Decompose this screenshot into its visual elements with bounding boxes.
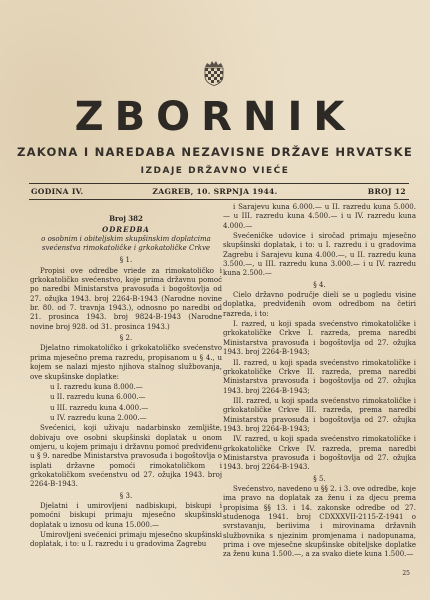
- page-number: 25: [402, 570, 410, 577]
- paragraph: i Sarajevu kuna 6.000.— u II. razredu kuna 5.000.— u III. razredu kuna 4.500.— i u IV. razredu kuna 4.000.—: [223, 203, 416, 230]
- paragraph: Djelatno rimokatoličko i grkokatoličko svećenstvo prima mjesečno prema razredu, propisanom u § 4., u kojem se nalazi mjesto njihova stalnog službovanja, ove skupšinske doplatke:: [30, 344, 222, 381]
- decree-heading-subject: o osobnim i obiteljskim skupšinskim doplatcima svećenstva rimokatoličke i grkokatoličke Crkve: [41, 234, 211, 253]
- section-heading: § 2.: [119, 334, 133, 343]
- paragraph: I. razred, u koji spada svećenstvo rimokatoličke i grkokatoličke Crkve I. razreda, prema naredbi Ministarstva pravosuđa i bogoštovlja od 27. ožujka 1943. broj 2264-B-1943;: [223, 320, 416, 357]
- decree-heading-title: ODREDBA: [102, 225, 150, 235]
- decree-heading: [30, 225, 222, 253]
- date-label: ZAGREB, 10. SRPNJA 1944.: [152, 187, 278, 196]
- paragraph: Umirovljeni svećenici primaju mjesečno skupšinski doplatak, i to: u I. razredu i u gradovima Zagrebu: [30, 531, 222, 549]
- paragraph: Svećeničke udovice i siročad primaju mjesečno skupšinski doplatak, i to: u I. razredu i u gradovima Zagrebu i Sarajevu kuna 4.000.—, u II. razredu kuna 3.500.—, u III. razredu kuna 3.000.— i u IV. razredu kuna 2.500.—: [223, 232, 416, 278]
- paragraph: Cielo državno područje dieli se u pogledu visine doplatka, predviđenih ovom odredbom na četiri razreda, i to:: [223, 291, 416, 318]
- section-heading: § 3.: [119, 491, 133, 500]
- list-item: u II. razredu kuna 6.000.—: [50, 393, 146, 402]
- year-label: GODINA IV.: [31, 187, 84, 196]
- list-item: u IV. razredu kuna 2.000.—: [50, 413, 147, 422]
- list-item: u I. razredu kuna 8.000.—: [50, 382, 143, 391]
- left-column: [30, 214, 222, 551]
- paragraph: Svećenstvo, navedeno u §§ 2. i 3. ove odredbe, koje ima pravo na doplatak za ženu i za djecu prema propisima §§ 13. i 14. zakonske odredbe od 27. studenoga 1941. broj CDXXXVII-2115-Z-1941 o svrstavanju, beriivima i mirovinama državnih službovnika s njezinim promjenama i nadopunama, prima i ove mjesečne skupšinske obiteljske doplatke za ženu kuna 1.500.—, a za svako diete kuna 1.500.—: [223, 484, 416, 559]
- right-column: [223, 203, 416, 561]
- decree-number: Broj 382: [109, 214, 143, 223]
- croatian-checkerboard-crest-icon: [203, 60, 225, 86]
- paragraph: III. razred, u koji spada svećenstvo rimokatoličke i grkokatoličke Crkve III. razreda, prema naredbi Ministarstva pravosuđa i bogoštovlja od 27. ožujka 1943. broj 2264-B-1943;: [223, 396, 416, 433]
- document-title: ZBORNIK: [74, 94, 356, 140]
- issuer-line: IZDAJE DRŽAVNO VIEĆE: [140, 166, 290, 176]
- list-item: u III. razredu kuna 4.000.—: [50, 403, 149, 412]
- header-rule-bottom: [29, 199, 409, 200]
- paragraph: Svećenici, koji uživaju nadarbinsko zemljište, dobivaju ove osobni skupšinski doplatak u onom omjeru, u kojem primaju i državnu pomoć predviđenu u § 9. naredbe Ministarstva pravosuđa i bogoštovlja o isplati državne pomoći rimokatoličkom i grkokatoličkom svećenstvu od 27. ožujka 1943. broj 2264-B-1943.: [30, 424, 222, 489]
- paragraph: IV. razred, u koji spada svećenstvo rimokatoličke i grkokatoličke Crkve IV. razreda, prema naredbi Ministarstva pravosuđa i bogoštovlja od 27. ožujka 1943. broj 2264-B-1943.: [223, 435, 416, 472]
- section-heading: § 4.: [313, 280, 326, 289]
- header-rule-top: [29, 183, 409, 184]
- document-subtitle: ZAKONA I NAREDABA NEZAVISNE DRŽAVE HRVATSKE: [17, 145, 413, 159]
- paragraph: Propisi ove odredbe vriede za rimokatoličko i grkokatoličko svećenstvo, koje prima državnu pomoć po naredbi Ministarstva pravosuđa i bogoštovlja od 27. ožujka 1943. broj 2264-B-1943 (Narodne novine br. 80. od 7. travnja 1943.), odnosno po naredbi od 21. prosinca 1943. broj 9824-B-1943 (Narodne novine broj 928. od 31. prosinca 1943.): [30, 266, 222, 331]
- section-heading: § 1.: [119, 256, 133, 265]
- issue-number: BROJ 12: [367, 187, 406, 196]
- paragraph: II. razred, u koji spada svećenstvo rimokatoličke i grkokatoličke Crkve II. razreda, prema naredbi Ministarstva pravosuđa i bogoštovlja od 27. ožujka 1943. broj 2264-B-1943;: [223, 358, 416, 395]
- paragraph: Djelatni i umirovljeni nadbiskupi, biskupi i pomoćni biskupi primaju mjesečno skupšinski doplatak u iznosu od kuna 15.000.—: [30, 501, 222, 529]
- section-heading: § 5.: [313, 474, 326, 483]
